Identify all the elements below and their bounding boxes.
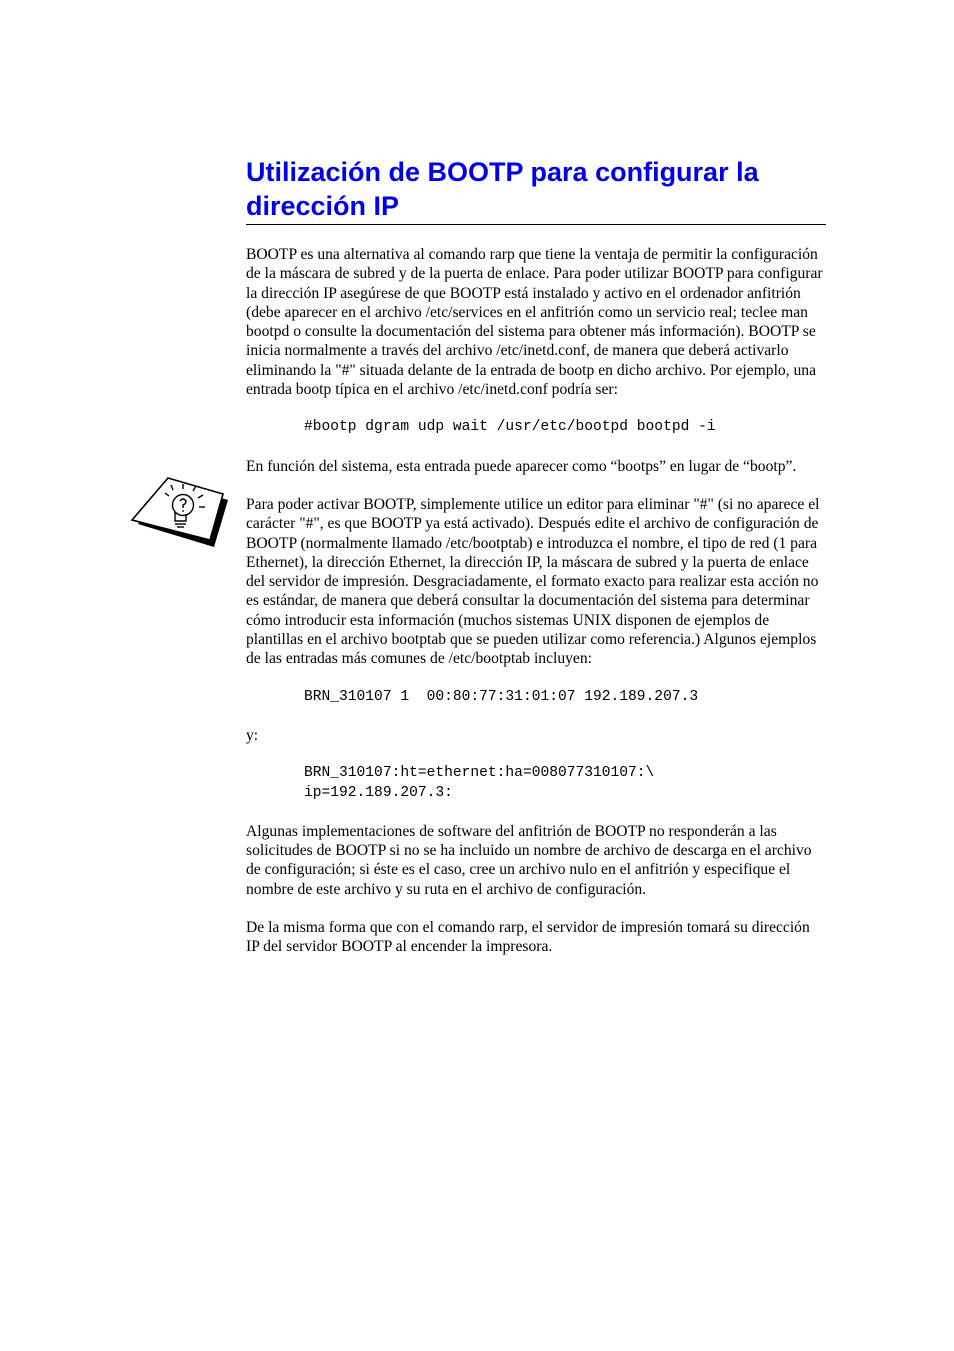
code-bootptab-entry-2-line-1: BRN_310107:ht=ethernet:ha=008077310107:\ [304,765,655,782]
paragraph-intro: BOOTP es una alternativa al comando rarp que tiene la ventaja de permitir la configuración de la máscara de subred y de la puerta de enlace. Para poder utilizar BOOTP para configurar la dirección IP asegúrese de que BOOTP está instalado y activo en el ordenador anfitrión (debe aparecer en el archivo /etc/services en el anfitrión como un servicio real; teclee man bootpd o consulte la documentación del sistema para obtener más información). BOOTP se inicia normalmente a través del archivo /etc/inetd.conf, de manera que deberá activarlo eliminando la "#" situada delante de la entrada de bootp en dicho archivo. Por ejemplo, una entrada bootp típica en el archivo /etc/inetd.conf podría ser: [246,246,823,399]
paragraph-implementations: Algunas implementaciones de software del anfitrión de BOOTP no responderán a las solicitudes de BOOTP si no se ha incluido un nombre de archivo de descarga en el archivo de configuración; si éste es el caso, cree un archivo nulo en el anfitrión y especifique el nombre de este archivo y su ruta en el archivo de configuración. [246,822,812,898]
code-inetd-entry: #bootp dgram udp wait /usr/etc/bootpd bootpd -i [304,419,716,436]
code-bootptab-entry-1: BRN_310107 1 00:80:77:31:01:07 192.189.207.3 [304,688,699,705]
page-content [246,155,826,957]
code-bootptab-entry-2-line-2: ip=192.189.207.3: [304,784,453,801]
paragraph-activate: Para poder activar BOOTP, simplemente utilice un editor para eliminar "#" (si no aparece el carácter "#", es que BOOTP ya está activado). Después edite el archivo de configuración de BOOTP (normalmente llamado /etc/bootptab) e introduzca el nombre, el tipo de red (1 para Ethernet), la dirección Ethernet, la dirección IP, la máscara de subred y la puerta de enlace del servidor de impresión. Desgraciadamente, el formato exacto para realizar esta acción no es estándar, de manera que deberá consultar la documentación del sistema para determinar cómo introducir esta información (muchos sistemas UNIX disponen de ejemplos de plantillas en el archivo bootptab que se pueden utilizar como referencia.) Algunos ejemplos de las entradas más comunes de /etc/bootptab incluyen: [246,495,820,668]
heading-line-2: dirección IP [246,191,400,221]
section-heading [246,155,826,225]
paragraph-and: y: [246,726,259,744]
heading-line-1: Utilización de BOOTP para configurar la [246,157,759,187]
paragraph-note: En función del sistema, esta entrada puede aparecer como “bootps” en lugar de “bootp”. [246,457,797,475]
lightbulb-note-icon [128,474,233,552]
paragraph-closing: De la misma forma que con el comando rarp, el servidor de impresión tomará su dirección IP del servidor BOOTP al encender la impresora. [246,919,810,956]
